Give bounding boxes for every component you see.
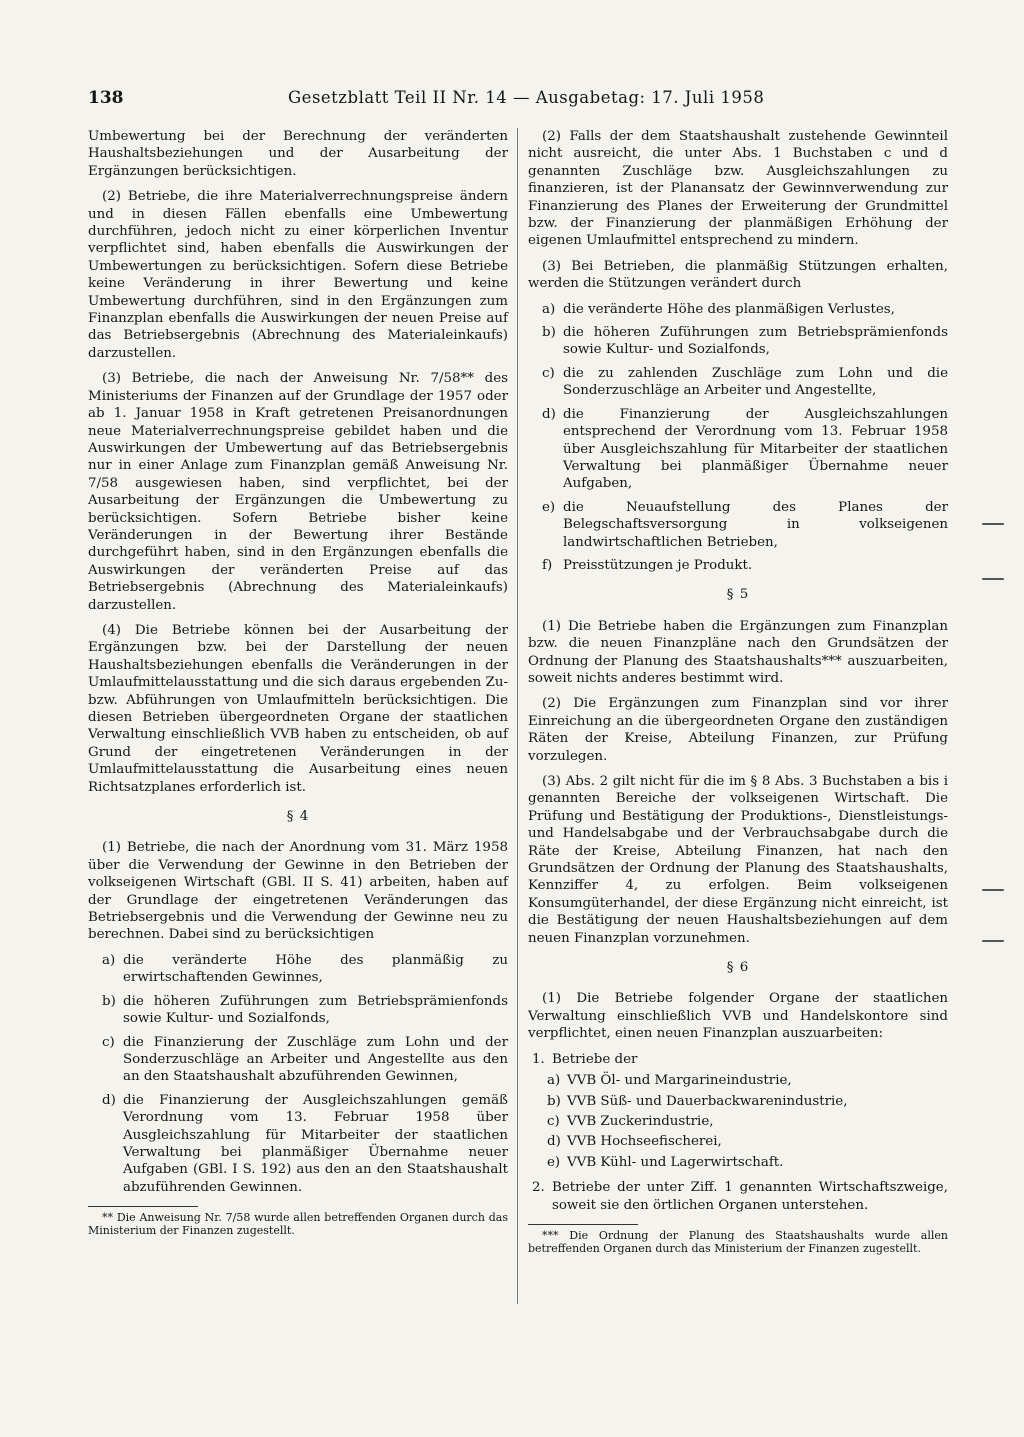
- list-marker: d): [547, 1134, 561, 1150]
- list-item-text: VVB Kühl- und Lagerwirtschaft.: [567, 1154, 784, 1170]
- list-marker: c): [102, 1034, 115, 1050]
- list-marker: a): [102, 952, 116, 968]
- list-item: [528, 301, 948, 318]
- paragraph-5-3: (3) Abs. 2 gilt nicht für die im § 8 Abs. 3 Buchstaben a bis i genannten Bereiche der volkseigenen Wirtschaft. Die Prüfung und Bestätigung der Produktions-, Dienstleistungs- und Handelsabgabe und der Verbrauchsabgabe durch die Räte der Kreise, Abteilung Finanzen, hat nach den Grundsätzen der Ordnung der Planung des Staatshaushalts, Kennziffer 4, zu erfolgen. Beim volkseigenen Konsumgüterhandel, der diese Ergänzung nicht einreicht, ist die Bestätigung der neuen Haushaltsbeziehungen auf dem neuen Finanzplan vorzunehmen.: [528, 774, 948, 946]
- list-marker: a): [542, 301, 556, 317]
- list-marker: c): [547, 1113, 560, 1129]
- list-marker: f): [542, 557, 553, 573]
- list-4-3: [528, 301, 948, 575]
- item-number: 1.: [532, 1051, 545, 1067]
- item-text: Betriebe der: [552, 1051, 638, 1067]
- list-item-text: VVB Süß- und Dauerbackwarenindustrie,: [567, 1093, 848, 1109]
- paragraph-4-1: (1) Betriebe, die nach der Anordnung vom 31. März 1958 über die Verwendung der Gewinne in den Betrieben der volkseigenen Wirtschaft (GBl. II S. 41) arbeiten, haben auf der Grundlage der eingetretenen Veränderungen das Betriebsergebnis und die Verwendung der Gewinne neu zu berechnen. Dabei sind zu berücksichtigen: [88, 840, 508, 943]
- list-item-text: die Neuaufstellung des Planes der Belegschaftsversorgung in volkseigenen landwirtschaftlichen Betrieben,: [563, 499, 948, 550]
- paragraph-5-1: (1) Die Betriebe haben die Ergänzungen zum Finanzplan bzw. die neuen Finanzpläne nach den Grundsätzen der Ordnung der Planung des Staatshaushalts*** auszuarbeiten, soweit nichts anderes bestimmt wird.: [528, 618, 948, 686]
- paragraph-3-4: (4) Die Betriebe können bei der Ausarbeitung der Ergänzungen bzw. bei der Darstellung der neuen Haushaltsbeziehungen ebenfalls die Veränderungen in der Umlaufmittelausstattung und die sich daraus ergebenden Zu- bzw. Abführungen von Umlaufmitteln berücksichtigen. Die diesen Betrieben übergeordneten Organe der staatlichen Verwaltung einschließlich VVB haben zu entscheiden, ob auf Grund der eingetretenen Veränderungen in der Umlaufmittelausstattung die Ausarbeitung eines neuen Richtsatzplanes erforderlich ist.: [88, 622, 508, 795]
- paragraph-5-2: (2) Die Ergänzungen zum Finanzplan sind vor ihrer Einreichung an die übergeordneten Organe den zuständigen Räten der Kreise, Abteilung Finanzen, zur Prüfung vorzulegen.: [528, 696, 948, 764]
- list-item-text: die Finanzierung der Zuschläge zum Lohn und der Sonderzuschläge an Arbeiter und Angestellte aus den an den Staatshaushalt abzuführenden Gewinnen,: [123, 1034, 508, 1085]
- list-item-text: die höheren Zuführungen zum Betriebsprämienfonds sowie Kultur- und Sozialfonds,: [563, 325, 948, 358]
- left-column: [88, 128, 508, 1237]
- list-marker: d): [102, 1092, 116, 1108]
- section-heading-6: § 6: [726, 960, 750, 976]
- running-head: Gesetzblatt Teil II Nr. 14 — Ausgabetag: 17. Juli 1958: [288, 88, 765, 107]
- margin-mark: [982, 578, 1004, 580]
- list-item-text: die veränderte Höhe des planmäßig zu erwirtschaftenden Gewinnes,: [123, 952, 508, 986]
- list-marker: e): [542, 499, 556, 515]
- margin-mark: [982, 889, 1004, 891]
- footnote-right: *** Die Ordnung der Planung des Staatshaushalts wurde allen betreffenden Organen durch das Ministerium der Finanzen zugestellt.: [528, 1228, 948, 1255]
- list-marker: e): [547, 1154, 561, 1170]
- section-heading-5: § 5: [726, 587, 750, 603]
- footnote-rule: [528, 1224, 638, 1225]
- list-item-text: VVB Zuckerindustrie,: [567, 1113, 714, 1129]
- list-item: [528, 557, 948, 574]
- list-item: [528, 499, 948, 551]
- list-item: [528, 1133, 948, 1150]
- list-item: [528, 1093, 948, 1110]
- list-item-text: Preisstützungen je Produkt.: [563, 557, 753, 573]
- paragraph-4-3: (3) Bei Betrieben, die planmäßig Stützungen erhalten, werden die Stützungen verändert durch: [528, 258, 948, 292]
- list-item: [88, 993, 508, 1028]
- list-item: [88, 1034, 508, 1086]
- list-item: [528, 365, 948, 400]
- numbered-item-2: [528, 1179, 948, 1214]
- footnote-left: ** Die Anweisung Nr. 7/58 wurde allen betreffenden Organen durch das Ministerium der Finanzen zugestellt.: [88, 1211, 508, 1238]
- list-marker: b): [102, 993, 116, 1009]
- list-item-text: VVB Öl- und Margarineindustrie,: [567, 1073, 792, 1089]
- item-number: 2.: [532, 1180, 545, 1196]
- list-item: [528, 324, 948, 359]
- numbered-item-1: [528, 1051, 948, 1068]
- footnote-rule: [88, 1206, 198, 1207]
- list-item-text: die zu zahlenden Zuschläge zum Lohn und die Sonderzuschläge an Arbeiter und Angestellte,: [563, 365, 948, 399]
- list-marker: c): [542, 365, 555, 381]
- page-header: [88, 88, 938, 112]
- list-item-text: die Finanzierung der Ausgleichszahlungen entsprechend der Verordnung vom 13. Februar 1958 über Ausgleichszahlung für Mitarbeiter der staatlichen Verwaltung bei planmäßiger Übernahme neuer Aufgaben,: [563, 406, 948, 492]
- list-item: [528, 1113, 948, 1130]
- list-marker: b): [542, 325, 556, 341]
- margin-mark: [982, 940, 1004, 942]
- list-item-text: VVB Hochseefischerei,: [567, 1134, 722, 1150]
- list-marker: d): [542, 406, 556, 422]
- column-divider: [517, 128, 518, 1304]
- paragraph-continued: Umbewertung bei der Berechnung der veränderten Haushaltsbeziehungen und der Ausarbeitung der Ergänzungen berücksichtigen.: [88, 129, 508, 179]
- sublist-6-1: [528, 1072, 948, 1171]
- list-item: [88, 952, 508, 987]
- paragraph-3-2: (2) Betriebe, die ihre Materialverrechnungspreise ändern und in diesen Fällen ebenfalls eine Umbewertung durchführen, jedoch nicht zu einer körperlichen Inventur verpflichtet sind, haben ebenfalls die Auswirkungen der Umbewertungen zu berücksichtigen. Sofern diese Betriebe keine Veränderung in ihrer Bewertung und keine Umbewertung durchführen, sind in den Ergänzungen zum Finanzplan ebenfalls die Auswirkungen der neuen Preise auf das Betriebsergebnis (Abrechnung des Materialeinkaufs) darzustellen.: [88, 189, 508, 361]
- list-item: [528, 406, 948, 493]
- page-number: 138: [88, 88, 124, 108]
- list-item-text: die veränderte Höhe des planmäßigen Verlustes,: [563, 301, 895, 317]
- list-item-text: die höheren Zuführungen zum Betriebsprämienfonds sowie Kultur- und Sozialfonds,: [123, 993, 508, 1027]
- list-marker: b): [547, 1093, 561, 1109]
- paragraph-6-1: (1) Die Betriebe folgender Organe der staatlichen Verwaltung einschließlich VVB und Handelskontore sind verpflichtet, einen neuen Finanzplan auszuarbeiten:: [528, 991, 948, 1042]
- list-marker: a): [547, 1073, 561, 1089]
- list-item: [528, 1072, 948, 1089]
- paragraph-4-2: (2) Falls der dem Staatshaushalt zustehende Gewinnteil nicht ausreicht, die unter Abs. 1 Buchstaben c und d genannten Zuschläge bzw. Ausgleichszahlungen zu finanzieren, ist der Planansatz der Gewinnverwendung zur Finanzierung des Planes der Erweiterung der Grundmittel bzw. der Finanzierung der planmäßigen Erhöhung der eigenen Umlaufmittel entsprechend zu mindern.: [528, 129, 948, 249]
- right-column: [528, 128, 948, 1255]
- list-4-1: [88, 952, 508, 1196]
- section-heading-4: § 4: [286, 809, 310, 825]
- item-text: Betriebe der unter Ziff. 1 genannten Wirtschaftszweige, soweit sie den örtlichen Organen unterstehen.: [552, 1180, 948, 1213]
- margin-mark: [982, 523, 1004, 525]
- list-item: [88, 1092, 508, 1196]
- list-item-text: die Finanzierung der Ausgleichszahlungen gemäß Verordnung vom 13. Februar 1958 über Ausgleichszahlung für Mitarbeiter der staatlichen Verwaltung bei planmäßiger Übernahme neuer Aufgaben (GBl. I S. 192) aus den an den Staatshaushalt abzuführenden Gewinnen.: [123, 1092, 508, 1195]
- list-item: [528, 1154, 948, 1171]
- paragraph-3-3: (3) Betriebe, die nach der Anweisung Nr. 7/58** des Ministeriums der Finanzen auf der Grundlage der 1957 oder ab 1. Januar 1958 in Kraft getretenen Preisanordnungen neue Materialverrechnungspreise gebildet haben und die Auswirkungen der Umbewertung auf das Betriebsergebnis nur in einer Anlage zum Finanzplan gemäß Anweisung Nr. 7/58 ausgewiesen haben, sind verpflichtet, bei der Ausarbeitung der Ergänzungen die Umbewertung zu berücksichtigen. Sofern Betriebe bisher keine Veränderungen in der Bewertung ihrer Bestände durchgeführt haben, sind in den Ergänzungen ebenfalls die Auswirkungen der veränderten Preise auf das Betriebsergebnis (Abrechnung des Materialeinkaufs) darzustellen.: [88, 371, 508, 613]
